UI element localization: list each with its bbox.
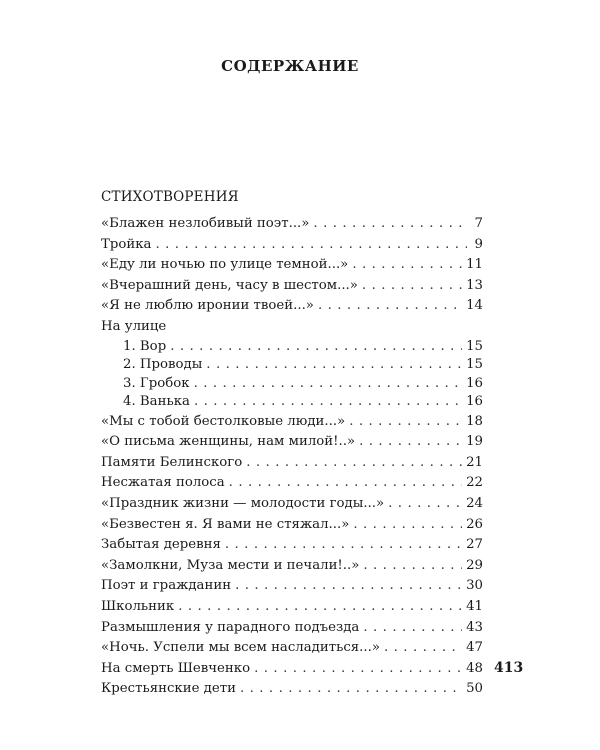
toc-entry-title: 2. Проводы <box>123 357 203 373</box>
toc-entry-page: 22 <box>466 475 483 491</box>
toc-entry-page: 24 <box>466 495 483 511</box>
toc-entry <box>101 679 483 700</box>
toc-subentry <box>101 393 483 412</box>
toc-entry-title: «Ночь. Успели мы всем насладиться...» <box>101 640 380 656</box>
toc-entry-title: Поэт и гражданин <box>101 578 232 594</box>
toc-entry <box>101 276 483 297</box>
toc-entry <box>101 638 483 659</box>
toc-subentry <box>101 356 483 375</box>
dot-leader <box>229 473 462 494</box>
toc-entry <box>101 494 483 515</box>
dot-leader <box>170 338 462 357</box>
toc-entry-page: 16 <box>466 394 483 410</box>
dot-leader <box>318 296 462 317</box>
toc-entry-page: 11 <box>466 257 483 273</box>
dot-leader <box>352 255 462 276</box>
toc-entry-title: 4. Ванька <box>123 394 190 410</box>
toc-entry-page: 15 <box>466 338 483 354</box>
toc-entry-page: 13 <box>466 277 483 293</box>
toc-entry <box>101 412 483 433</box>
dot-leader <box>240 679 462 700</box>
toc-entry <box>101 535 483 556</box>
dot-leader <box>178 597 462 618</box>
toc-entry <box>101 556 483 577</box>
page-title: СОДЕРЖАНИЕ <box>221 57 359 75</box>
toc-entry-title: «О письма женщины, нам милой!..» <box>101 434 356 450</box>
toc-entry-title: «Мы с тобой бестолковые люди...» <box>101 413 346 429</box>
toc-entry-page: 19 <box>466 434 483 450</box>
toc-entry <box>101 235 483 256</box>
toc-entry-title: Тройка <box>101 236 152 252</box>
section-heading: СТИХОТВОРЕНИЯ <box>101 189 239 205</box>
dot-leader <box>363 618 462 639</box>
dot-leader <box>156 235 468 256</box>
toc-entry-page: 26 <box>466 516 483 532</box>
dot-leader <box>313 214 467 235</box>
toc-entry <box>101 296 483 317</box>
dot-leader <box>254 659 462 680</box>
toc-entry-page: 50 <box>466 681 483 697</box>
toc-entry-title: Забытая деревня <box>101 537 221 553</box>
dot-leader <box>363 556 462 577</box>
toc-entry-page: 9 <box>474 236 483 252</box>
toc-entry-title: «Вчерашний день, часу в шестом...» <box>101 277 358 293</box>
toc-entry <box>101 453 483 474</box>
toc-entry-page: 7 <box>474 216 483 231</box>
dot-leader <box>235 576 462 597</box>
toc-entry <box>101 597 483 618</box>
toc-entry <box>101 515 483 536</box>
table-of-contents <box>101 214 483 700</box>
toc-entry-page: 18 <box>466 413 483 429</box>
toc-entry-page: 47 <box>466 640 483 656</box>
toc-entry-title: Размышления у парадного подъезда <box>101 619 360 635</box>
dot-leader <box>194 375 463 394</box>
dot-leader <box>353 515 462 536</box>
toc-entry <box>101 214 483 235</box>
toc-entry-page: 29 <box>466 557 483 573</box>
toc-group-heading <box>101 317 483 338</box>
dot-leader <box>362 276 462 297</box>
page-number: 413 <box>494 660 524 676</box>
toc-entry-page: 43 <box>466 619 483 635</box>
toc-entry-title: 3. Гробок <box>123 375 190 391</box>
toc-entry-title: «Я не люблю иронии твоей...» <box>101 298 314 314</box>
dot-leader <box>359 432 462 453</box>
dot-leader <box>246 453 462 474</box>
toc-entry-title: «Безвестен я. Я вами не стяжал...» <box>101 516 350 532</box>
toc-entry <box>101 432 483 453</box>
dot-leader <box>194 393 462 412</box>
dot-leader <box>349 412 462 433</box>
dot-leader <box>388 494 462 515</box>
toc-entry <box>101 659 483 680</box>
toc-entry-title: Крестьянские дети <box>101 681 236 697</box>
toc-entry-page: 16 <box>466 375 483 391</box>
toc-subentry <box>101 338 483 357</box>
toc-entry-page: 30 <box>466 578 483 594</box>
toc-entry-page: 41 <box>466 598 483 614</box>
toc-entry-page: 21 <box>466 454 483 470</box>
toc-entry-title: «Еду ли ночью по улице темной...» <box>101 257 349 273</box>
toc-entry-title: Памяти Белинского <box>101 454 243 470</box>
dot-leader <box>384 638 462 659</box>
toc-entry-title: Несжатая полоса <box>101 475 225 491</box>
toc-entry <box>101 255 483 276</box>
toc-entry-title: «Блажен незлобивый поэт...» <box>101 216 310 231</box>
toc-entry <box>101 618 483 639</box>
toc-entry-title: На улице <box>101 318 167 334</box>
toc-entry-page: 27 <box>466 537 483 553</box>
toc-entry-page: 15 <box>466 357 483 373</box>
toc-entry-page: 48 <box>466 660 483 676</box>
toc-entry-title: «Праздник жизни — молодости годы...» <box>101 495 385 511</box>
toc-entry-title: Школьник <box>101 598 175 614</box>
dot-leader <box>225 535 462 556</box>
toc-entry-page: 14 <box>466 298 483 314</box>
toc-entry-title: «Замолкни, Муза мести и печали!..» <box>101 557 360 573</box>
dot-leader <box>206 356 462 375</box>
toc-entry-title: На смерть Шевченко <box>101 660 251 676</box>
toc-entry-title: 1. Вор <box>123 338 167 354</box>
toc-subentry <box>101 375 483 394</box>
toc-entry <box>101 576 483 597</box>
toc-entry <box>101 473 483 494</box>
